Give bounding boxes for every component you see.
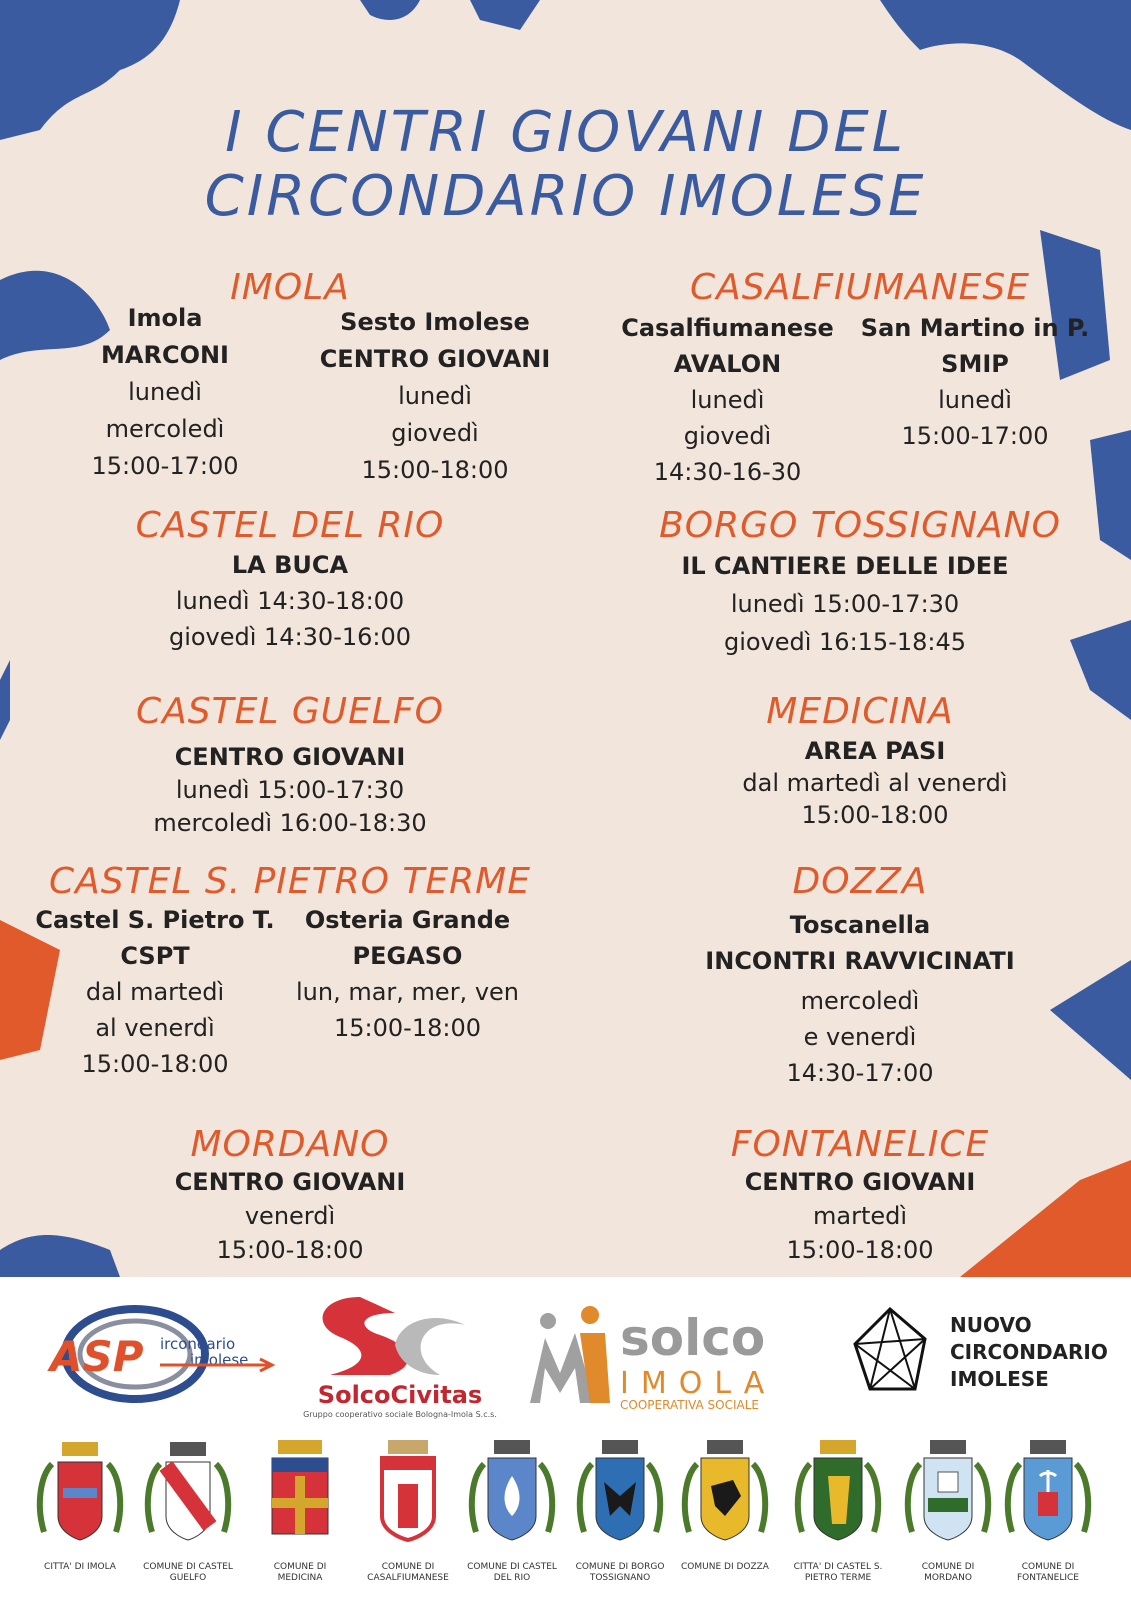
place-name: Imola xyxy=(127,304,203,332)
crest-icon xyxy=(570,1436,670,1554)
crest-castel-san-pietro xyxy=(788,1436,888,1584)
schedule-line: dal martedì al venerdì xyxy=(742,769,1008,797)
crest-icon xyxy=(250,1436,350,1554)
crest-icon xyxy=(898,1436,998,1554)
center-marconi xyxy=(70,300,260,485)
center-name: AREA PASI xyxy=(804,737,946,765)
schedule-line: martedì xyxy=(812,1202,908,1230)
days: lunedì xyxy=(938,386,1012,414)
center-name: CENTRO GIOVANI xyxy=(174,1168,406,1196)
crest-label: COMUNE DI CASTEL GUELFO xyxy=(143,1562,233,1583)
days: lunedì xyxy=(128,378,202,406)
schedule-line: lunedì 15:00-17:30 xyxy=(730,590,960,618)
center-name: PEGASO xyxy=(352,942,463,970)
crest-label: COMUNE DI BORGO TOSSIGNANO xyxy=(575,1562,665,1583)
center-name: CSPT xyxy=(120,942,190,970)
center-name: CENTRO GIOVANI xyxy=(319,345,551,373)
solcocivitas-sub: Gruppo cooperativo sociale Bologna-Imola S.c.s. xyxy=(303,1410,497,1419)
crest-icon xyxy=(138,1436,238,1554)
crest-casalfiumanese xyxy=(358,1436,458,1584)
place-name: Toscanella xyxy=(789,911,931,939)
hours: 14:30-16-30 xyxy=(653,458,802,486)
town-casalfiumanese: CASALFIUMANESE xyxy=(690,267,1030,308)
hours: 15:00-18:00 xyxy=(361,456,509,484)
place-name: San Martino in P. xyxy=(860,314,1090,342)
town-fontanelice: FONTANELICE xyxy=(730,1124,990,1165)
schedule-line: venerdì xyxy=(244,1202,336,1230)
hours: 15:00-18:00 xyxy=(334,1014,481,1042)
days: lunedì xyxy=(690,386,765,414)
town-dozza: DOZZA xyxy=(792,861,928,902)
days: al venerdì xyxy=(95,1014,215,1042)
asp-logo-mark: ASP xyxy=(50,1332,144,1381)
nuovo-line3: IMOLESE xyxy=(950,1367,1049,1391)
center-name: SMIP xyxy=(941,350,1009,378)
schedule-line: lunedì 14:30-18:00 xyxy=(175,587,405,615)
crest-label: COMUNE DI MEDICINA xyxy=(273,1562,327,1583)
nuovo-line2: CIRCONDARIO xyxy=(950,1340,1108,1364)
place-name: Castel S. Pietro T. xyxy=(35,906,275,934)
schedule-line: giovedì 14:30-16:00 xyxy=(168,623,412,651)
place-name: Casalfiumanese xyxy=(621,314,834,342)
schedule-line: mercoledì 16:00-18:30 xyxy=(153,809,427,837)
town-castel-guelfo: CASTEL GUELFO xyxy=(136,691,444,732)
days: giovedì xyxy=(683,422,772,450)
solco-imola-sub: COOPERATIVA SOCIALE xyxy=(620,1398,760,1412)
town-castel-san-pietro: CASTEL S. PIETRO TERME xyxy=(48,861,531,902)
hours: 15:00-18:00 xyxy=(81,1050,229,1078)
asp-logo xyxy=(40,1299,280,1409)
crest-imola xyxy=(30,1436,130,1573)
crest-medicina xyxy=(250,1436,350,1584)
center-area-pasi xyxy=(660,735,1090,831)
center-fontanelice xyxy=(660,1165,1060,1267)
asp-logo-sub1: ircondario xyxy=(160,1335,236,1353)
schedule-line: 14:30-17:00 xyxy=(786,1059,934,1087)
nuovo-circondario-logo xyxy=(850,1299,1110,1409)
center-name: MARCONI xyxy=(101,341,229,369)
schedule-line: lunedì 15:00-17:30 xyxy=(175,776,405,804)
crest-castel-guelfo xyxy=(138,1436,238,1584)
days: giovedì xyxy=(391,419,479,447)
schedule-line: 15:00-18:00 xyxy=(216,1236,364,1264)
center-cantiere-idee xyxy=(640,547,1050,661)
days: lunedì xyxy=(398,382,472,410)
crest-dozza xyxy=(675,1436,775,1573)
center-smip xyxy=(850,310,1100,454)
schedule-line: e venerdì xyxy=(803,1023,917,1051)
schedule-line: 15:00-18:00 xyxy=(786,1236,934,1264)
solcocivitas-name: SolcoCivitas xyxy=(317,1381,483,1409)
crest-label: CITTA' DI CASTEL S. PIETRO TERME xyxy=(793,1562,883,1583)
hours: 15:00-17:00 xyxy=(91,452,239,480)
crest-borgo-tossignano xyxy=(570,1436,670,1584)
place-name: Sesto Imolese xyxy=(340,308,530,336)
crest-icon xyxy=(998,1436,1098,1554)
schedule-line: giovedì 16:15-18:45 xyxy=(723,628,967,656)
crest-label: COMUNE DI CASTEL DEL RIO xyxy=(467,1562,557,1583)
schedule-line: 15:00-18:00 xyxy=(801,801,949,829)
solco-imola-name: solco xyxy=(620,1309,766,1367)
center-name: INCONTRI RAVVICINATI xyxy=(705,947,1015,975)
solco-imola-city: IMOLA xyxy=(620,1366,777,1401)
center-pegaso xyxy=(285,902,530,1046)
crest-castel-del-rio xyxy=(462,1436,562,1584)
schedule-line: mercoledì xyxy=(800,987,920,1015)
asp-logo-sub2: imolese xyxy=(190,1351,249,1369)
center-name: CENTRO GIOVANI xyxy=(744,1168,976,1196)
days: dal martedì xyxy=(85,978,225,1006)
center-avalon xyxy=(610,310,845,490)
center-mordano xyxy=(90,1165,490,1267)
crest-icon xyxy=(30,1436,130,1554)
days: mercoledì xyxy=(105,415,225,443)
crest-icon xyxy=(788,1436,888,1554)
crest-icon xyxy=(462,1436,562,1554)
crest-label: COMUNE DI MORDANO xyxy=(921,1562,975,1583)
town-borgo-tossignano: BORGO TOSSIGNANO xyxy=(659,505,1061,546)
nuovo-line1: NUOVO xyxy=(950,1313,1032,1337)
solco-imola-logo xyxy=(520,1293,810,1413)
center-incontri-ravvicinati xyxy=(660,907,1060,1091)
crest-label: COMUNE DI DOZZA xyxy=(681,1562,769,1572)
crest-fontanelice xyxy=(998,1436,1098,1584)
days: lun, mar, mer, ven xyxy=(295,978,519,1006)
center-sesto-imolese xyxy=(305,304,565,489)
town-medicina: MEDICINA xyxy=(766,691,954,732)
center-name: LA BUCA xyxy=(231,551,349,579)
solcocivitas-logo xyxy=(300,1285,500,1420)
crest-label: CITTA' DI IMOLA xyxy=(44,1562,116,1572)
center-name: CENTRO GIOVANI xyxy=(174,743,406,771)
town-mordano: MORDANO xyxy=(190,1124,390,1165)
place-name: Osteria Grande xyxy=(304,906,511,934)
center-name: IL CANTIERE DELLE IDEE xyxy=(681,552,1009,580)
crest-label: COMUNE DI FONTANELICE xyxy=(1016,1562,1079,1583)
center-la-buca xyxy=(90,547,490,655)
poster-title-line-2: CIRCONDARIO IMOLESE xyxy=(204,164,927,229)
poster-title-line-1: I CENTRI GIOVANI DEL xyxy=(225,100,906,165)
center-castel-guelfo xyxy=(90,741,490,840)
center-cspt xyxy=(35,902,275,1082)
crest-icon xyxy=(675,1436,775,1554)
town-castel-del-rio: CASTEL DEL RIO xyxy=(135,505,445,546)
crest-label: COMUNE DI CASALFIUMANESE xyxy=(367,1562,449,1583)
crest-icon xyxy=(358,1436,458,1554)
crest-mordano xyxy=(898,1436,998,1584)
center-name: AVALON xyxy=(673,350,782,378)
hours: 15:00-17:00 xyxy=(901,422,1049,450)
town-imola: IMOLA xyxy=(230,267,350,308)
